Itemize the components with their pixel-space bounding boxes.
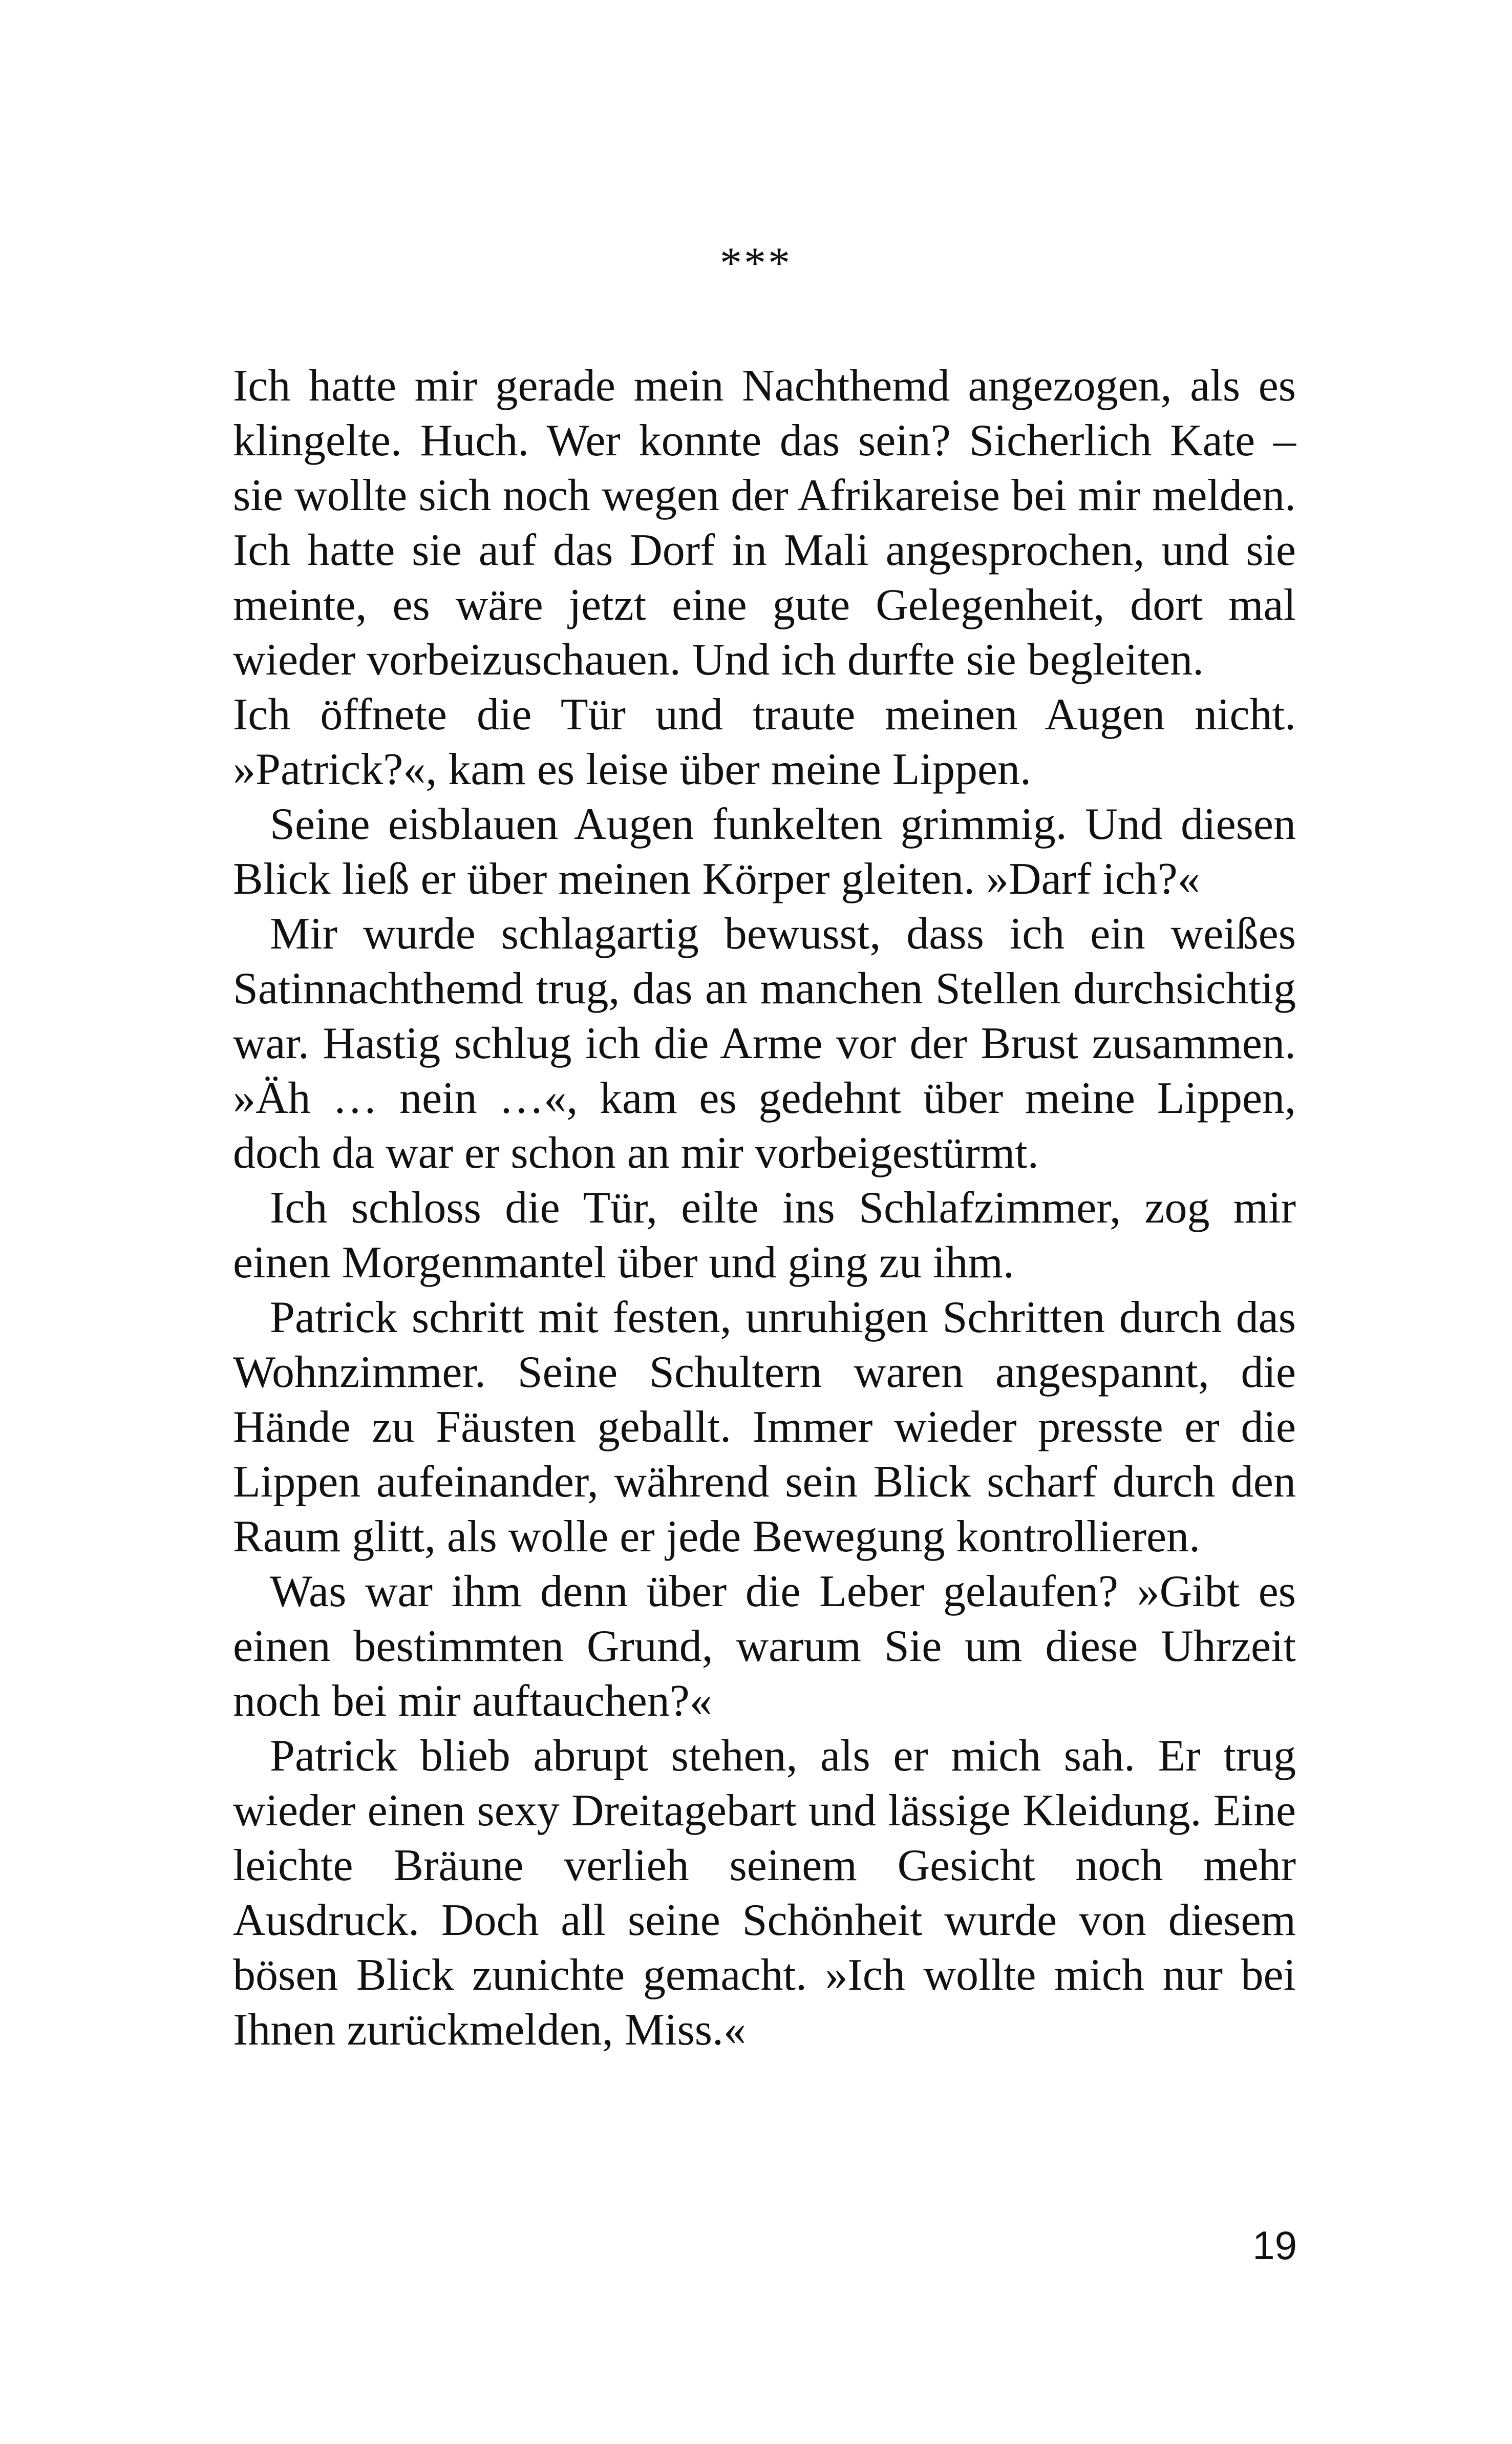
page-number: 19 — [1252, 2223, 1297, 2268]
paragraph: Ich schloss die Tür, eilte ins Schlafzimmer, zog mir einen Morgenmantel über und ging zu ihm. — [233, 1183, 1296, 1288]
paragraph: Mir wurde schlagartig bewusst, dass ich ein weißes Satinnachthemd trug, das an manchen Stellen durchsichtig war. Hastig schlug ich die Arme vor der Brust zusammen. »Äh … nein …«, kam es gedehnt über meine Lippen, doch da war er schon an mir vorbeigestürmt. — [233, 909, 1296, 1178]
paragraph: Patrick blieb abrupt stehen, als er mich sah. Er trug wieder einen sexy Dreitagebart und lässige Kleidung. Eine leichte Bräune verlieh seinem Gesicht noch mehr Ausdruck. Doch all seine Schönheit wurde von diesem bösen Blick zunichte gemacht. »Ich wollte mich nur bei Ihnen zurückmelden, Miss.« — [233, 1731, 1296, 2055]
paragraph: Seine eisblauen Augen funkelten grimmig. Und diesen Blick ließ er über meinen Körper gleiten. »Darf ich?« — [233, 799, 1296, 904]
paragraph: Patrick schritt mit festen, unruhigen Schritten durch das Wohnzimmer. Seine Schultern waren angespannt, die Hände zu Fäusten geballt. Immer wieder presste er die Lippen aufeinander, während sein Blick scharf durch den Raum glitt, als wolle er jede Bewegung kontrollieren. — [233, 1293, 1296, 1562]
paragraph: Was war ihm denn über die Leber gelaufen? »Gibt es einen bestimmten Grund, warum Sie um diese Uhrzeit noch bei mir auftauchen?« — [233, 1567, 1296, 1726]
paragraph: Ich hatte mir gerade mein Nachthemd angezogen, als es klingelte. Huch. Wer konnte das sein? Sicherlich Kate – sie wollte sich noch wegen der Afrikareise bei mir melden. Ich hatte sie auf das Dorf in Mali angesprochen, und sie meinte, es wäre jetzt eine gute Gelegenheit, dort mal wieder vorbeizuschauen. Und ich durfte sie begleiten. — [233, 361, 1296, 685]
body-text — [233, 359, 1296, 2057]
paragraph: Ich öffnete die Tür und traute meinen Augen nicht. »Patrick?«, kam es leise über meine Lippen. — [233, 690, 1296, 794]
section-separator: *** — [720, 238, 792, 287]
